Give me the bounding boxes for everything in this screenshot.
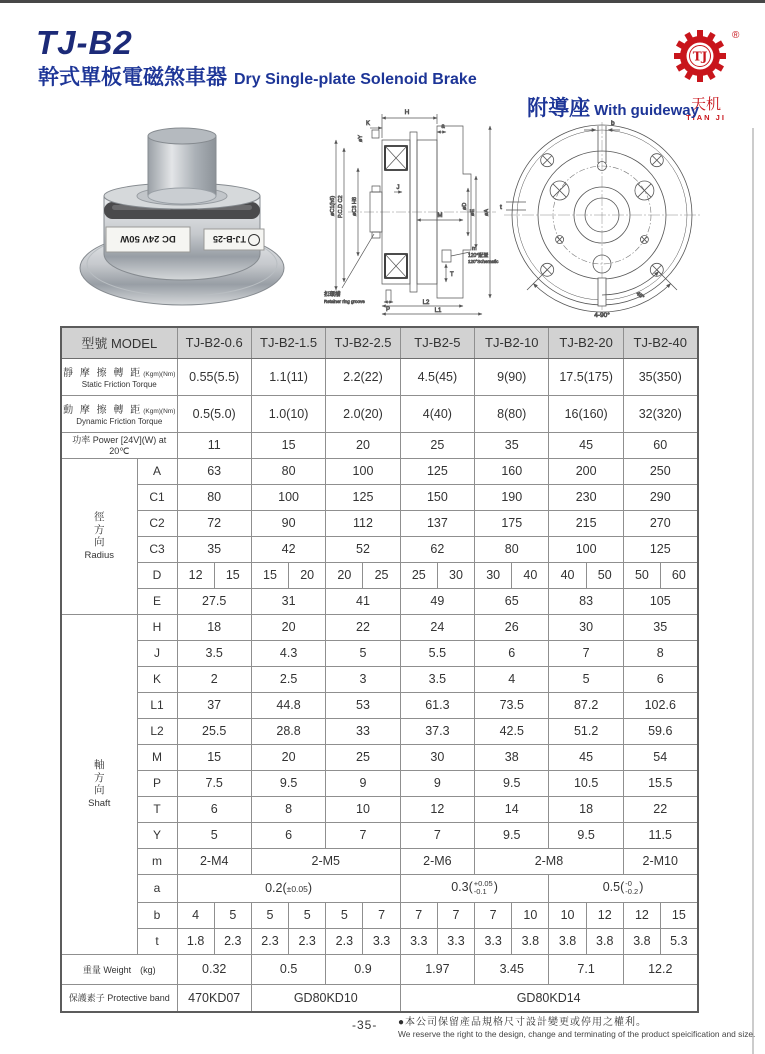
dim-oC1: øC1(h6) [330,195,336,216]
data-cell: 2-M10 [623,848,697,874]
footnote [398,1013,756,1039]
data-cell: 105 [623,588,697,614]
note-120-zh: 120°配置 [468,253,489,259]
model-col-header: TJ-B2-5 [400,327,474,358]
subtitle-english: Dry Single-plate Solenoid Brake [234,71,477,88]
data-cell: 2.3 [214,928,251,954]
data-cell: 7 [326,822,400,848]
data-cell: 26 [475,614,549,640]
data-cell: 20 [251,614,325,640]
data-cell: 80 [475,536,549,562]
data-cell: 2-M6 [400,848,474,874]
dim-L2: L2 [422,300,430,306]
dimension-label: C1 [137,484,177,510]
data-cell: 44.8 [251,692,325,718]
data-cell: 3.8 [512,928,549,954]
data-cell: 2.3 [289,928,326,954]
data-cell: 50 [586,562,623,588]
dim-M: M [437,213,443,219]
data-cell: 5 [326,640,400,666]
dim-L1: L1 [434,308,442,314]
data-cell: 112 [326,510,400,536]
data-cell: 20 [326,562,363,588]
data-cell: 17.5(175) [549,358,623,395]
subtitle-chinese: 幹式單板電磁煞車器 [38,66,227,89]
data-cell: 6 [251,822,325,848]
photo-voltage-label: DC 24V 50W [120,233,176,244]
dimension-label: H [137,614,177,640]
data-cell: 0.55(5.5) [177,358,251,395]
data-cell: 1.8 [177,928,214,954]
dimension-label: Y [137,822,177,848]
dimension-label: K [137,666,177,692]
dim-4x90deg: 4-90° [594,312,610,319]
registered-mark-icon: ® [732,30,740,41]
data-cell: 3.5 [177,640,251,666]
dimension-label: t [137,928,177,954]
data-cell: 9.5 [475,822,549,848]
dim-m: m [472,246,477,252]
dimension-label: C2 [137,510,177,536]
data-cell: 16(160) [549,395,623,432]
data-cell: 10 [549,902,586,928]
cross-section-drawing [322,104,504,325]
data-cell: 5.3 [661,928,698,954]
data-cell: 35 [475,432,549,458]
data-cell: 0.2(±0.05) [177,874,400,902]
data-cell: 12 [586,902,623,928]
dimension-label: A [137,458,177,484]
data-cell: 7 [437,902,474,928]
logo-monogram: TJ [692,49,708,64]
data-cell: 2.3 [326,928,363,954]
data-cell: 3.8 [623,928,660,954]
dimension-label: M [137,744,177,770]
model-col-header: TJ-B2-2.5 [326,327,400,358]
dim-oY: øY [358,134,364,142]
logo-english-name: TIAN JI [686,112,726,122]
dimension-label: C3 [137,536,177,562]
data-cell: 0.3( +0.05 -0.1 ) [400,874,549,902]
data-cell: 2.3 [251,928,288,954]
data-cell: 8 [251,796,325,822]
data-cell: 5 [177,822,251,848]
data-cell: 3.8 [586,928,623,954]
data-cell: 80 [177,484,251,510]
data-cell: 5 [549,666,623,692]
data-cell: 11 [177,432,251,458]
front-view-drawing [496,118,708,325]
data-cell: 5 [251,902,288,928]
data-cell: 4(40) [400,395,474,432]
data-cell: 62 [400,536,474,562]
data-cell: 35 [177,536,251,562]
data-cell: 12 [400,796,474,822]
data-cell: 8 [623,640,697,666]
data-cell: 5.5 [400,640,474,666]
data-cell: 63 [177,458,251,484]
dim-a: a [441,124,445,130]
row-label: 重量 Weight (kg) [61,954,177,984]
data-cell: 30 [549,614,623,640]
data-cell: 41 [326,588,400,614]
data-cell: 15 [661,902,698,928]
data-cell: 20 [326,432,400,458]
data-cell: 32(320) [623,395,697,432]
note-120-en: 120°Schematic [468,259,499,264]
data-cell: 9.5 [475,770,549,796]
data-cell: 100 [549,536,623,562]
data-cell: 40 [512,562,549,588]
data-cell: 150 [400,484,474,510]
data-cell: 137 [400,510,474,536]
dimension-label: P [137,770,177,796]
data-cell: 5 [326,902,363,928]
data-cell: 15 [251,562,288,588]
row-label: 保護素子 Protective band [61,984,177,1012]
note-ring-zh: 扣環槽 [324,292,341,298]
page-number: -35- [352,1018,378,1032]
data-cell: 6 [475,640,549,666]
row-label: 功率 Power [24V](W) at 20℃ [61,432,177,458]
group-label: 徑 方 向 Radius [61,458,137,614]
data-cell: 3.3 [400,928,437,954]
data-cell: 175 [475,510,549,536]
data-cell: 73.5 [475,692,549,718]
data-cell: 1.1(11) [251,358,325,395]
dimension-label: J [137,640,177,666]
guideway-chinese: 附導座 [527,97,591,120]
dim-J: J [396,185,400,191]
footnote-chinese: ●本公司保留產品規格尺寸設計變更或停用之權利。 [398,1017,648,1028]
data-cell: 31 [251,588,325,614]
data-cell: 49 [400,588,474,614]
data-cell: 27.5 [177,588,251,614]
data-cell: 7.1 [549,954,623,984]
data-cell: 3.3 [363,928,400,954]
dim-P: P [385,307,391,313]
data-cell: 125 [623,536,697,562]
data-cell: 125 [326,484,400,510]
data-cell: 51.2 [549,718,623,744]
data-cell: 7 [475,902,512,928]
data-cell: 5 [214,902,251,928]
data-cell: 25 [326,744,400,770]
dimension-label: L2 [137,718,177,744]
data-cell: 54 [623,744,697,770]
data-cell: 52 [326,536,400,562]
dim-PCD-C2: P.C.D C2 [338,195,344,218]
data-cell: 20 [289,562,326,588]
dim-K: K [365,121,371,127]
data-cell: 1.97 [400,954,474,984]
data-cell: 25 [400,562,437,588]
data-cell: 35 [623,614,697,640]
data-cell: 0.32 [177,954,251,984]
data-cell: 9.5 [549,822,623,848]
data-cell: 65 [475,588,549,614]
data-cell: 15 [251,432,325,458]
data-cell: GD80KD14 [400,984,698,1012]
product-photo [76,116,290,319]
dimension-label: T [137,796,177,822]
scan-artifact-line [752,128,754,1054]
data-cell: 9.5 [251,770,325,796]
tianji-gear-logo [664,26,748,92]
data-cell: 15.5 [623,770,697,796]
dimension-label: m [137,848,177,874]
data-cell: 38 [475,744,549,770]
data-cell: 42.5 [475,718,549,744]
logo-chinese-name: 天机 [690,95,721,113]
guideway-english: With guideway [594,102,699,119]
data-cell: 3.5 [400,666,474,692]
data-cell: 7 [549,640,623,666]
data-cell: 6 [177,796,251,822]
note-ring-en: Retainer ring groove [324,299,365,304]
model-col-header: TJ-B2-20 [549,327,623,358]
data-cell: 37.3 [400,718,474,744]
data-cell: 7 [400,902,437,928]
dimension-label: b [137,902,177,928]
data-cell: 22 [326,614,400,640]
model-col-header: TJ-B2-40 [623,327,697,358]
dim-H: H [404,109,410,116]
data-cell: 53 [326,692,400,718]
data-cell: 24 [400,614,474,640]
data-cell: 10.5 [549,770,623,796]
data-cell: 3.8 [549,928,586,954]
dim-oE: øE [470,208,476,216]
page-top-edge [0,0,765,3]
data-cell: 1.0(10) [251,395,325,432]
photo-model-label: TJ-B-25 [212,234,246,244]
data-cell: 7.5 [177,770,251,796]
data-cell: 125 [400,458,474,484]
data-cell: 102.6 [623,692,697,718]
data-cell: 10 [512,902,549,928]
data-cell: 30 [475,562,512,588]
group-label: 軸 方 向 Shaft [61,614,137,954]
data-cell: 470KD07 [177,984,251,1012]
data-cell: 100 [251,484,325,510]
data-cell: 2.0(20) [326,395,400,432]
data-cell: 25.5 [177,718,251,744]
data-cell: 250 [623,458,697,484]
data-cell: 100 [326,458,400,484]
data-cell: 12 [177,562,214,588]
dimension-label: a [137,874,177,902]
data-cell: 30 [400,744,474,770]
data-cell: 290 [623,484,697,510]
data-cell: 30 [437,562,474,588]
data-cell: 33 [326,718,400,744]
data-cell: 45 [549,744,623,770]
dimension-label: E [137,588,177,614]
dim-T: T [450,272,454,278]
data-cell: 4.3 [251,640,325,666]
data-cell: 20 [251,744,325,770]
data-cell: 14 [475,796,549,822]
data-cell: 3.3 [437,928,474,954]
data-cell: 15 [214,562,251,588]
photo-labels [106,227,264,252]
data-cell: 0.5( -0 -0.2 ) [549,874,698,902]
data-cell: 3.3 [475,928,512,954]
data-cell: 83 [549,588,623,614]
dim-45deg: 45° [634,290,645,301]
data-cell: 2.5 [251,666,325,692]
data-cell: 18 [549,796,623,822]
data-cell: 40 [549,562,586,588]
data-cell: 2-M4 [177,848,251,874]
data-cell: 60 [623,432,697,458]
data-cell: 3 [326,666,400,692]
data-cell: 270 [623,510,697,536]
spec-table [60,326,699,1013]
footnote-english: We reserve the right to the design, change and terminating of the product speicification and size. [398,1029,756,1039]
data-cell: 2.2(22) [326,358,400,395]
data-cell: 10 [326,796,400,822]
data-cell: 9 [326,770,400,796]
data-cell: 9(90) [475,358,549,395]
data-cell: 25 [363,562,400,588]
model-header-cell: 型號 MODEL [61,327,177,358]
data-cell: 42 [251,536,325,562]
data-cell: 60 [661,562,698,588]
data-cell: 18 [177,614,251,640]
dimension-label: D [137,562,177,588]
data-cell: 50 [623,562,660,588]
data-cell: GD80KD10 [251,984,400,1012]
data-cell: 200 [549,458,623,484]
data-cell: 0.5(5.0) [177,395,251,432]
data-cell: 215 [549,510,623,536]
data-cell: 2 [177,666,251,692]
data-cell: 7 [400,822,474,848]
data-cell: 3.45 [475,954,549,984]
data-cell: 5 [289,902,326,928]
data-cell: 28.8 [251,718,325,744]
data-cell: 80 [251,458,325,484]
data-cell: 7 [363,902,400,928]
data-cell: 230 [549,484,623,510]
data-cell: 2-M5 [251,848,400,874]
data-cell: 25 [400,432,474,458]
data-cell: 9 [400,770,474,796]
data-cell: 190 [475,484,549,510]
data-cell: 61.3 [400,692,474,718]
model-col-header: TJ-B2-0.6 [177,327,251,358]
dim-t: t [500,204,502,211]
data-cell: 160 [475,458,549,484]
data-cell: 22 [623,796,697,822]
data-cell: 4 [177,902,214,928]
data-cell: 11.5 [623,822,697,848]
data-cell: 87.2 [549,692,623,718]
row-label: 靜 摩 擦 轉 距(Kgm)(Nm) Static Friction Torque [61,358,177,395]
data-cell: 59.6 [623,718,697,744]
data-cell: 15 [177,744,251,770]
data-cell: 8(80) [475,395,549,432]
data-cell: 4.5(45) [400,358,474,395]
model-col-header: TJ-B2-1.5 [251,327,325,358]
dim-b: b [611,120,615,127]
model-col-header: TJ-B2-10 [475,327,549,358]
dim-oD: øD [462,202,468,210]
data-cell: 35(350) [623,358,697,395]
data-cell: 45 [549,432,623,458]
dimension-label: L1 [137,692,177,718]
page-subtitle [38,61,477,91]
data-cell: 0.5 [251,954,325,984]
data-cell: 90 [251,510,325,536]
dim-oC3: øC3 H8 [352,197,358,216]
row-label: 動 摩 擦 轉 距(Kgm)(Nm) Dynamic Friction Torque [61,395,177,432]
dim-oA: øA [484,208,490,216]
data-cell: 2-M8 [475,848,624,874]
data-cell: 12.2 [623,954,697,984]
data-cell: 0.9 [326,954,400,984]
page-title: TJ-B2 [36,24,133,61]
data-cell: 6 [623,666,697,692]
data-cell: 37 [177,692,251,718]
data-cell: 4 [475,666,549,692]
data-cell: 12 [623,902,660,928]
data-cell: 72 [177,510,251,536]
